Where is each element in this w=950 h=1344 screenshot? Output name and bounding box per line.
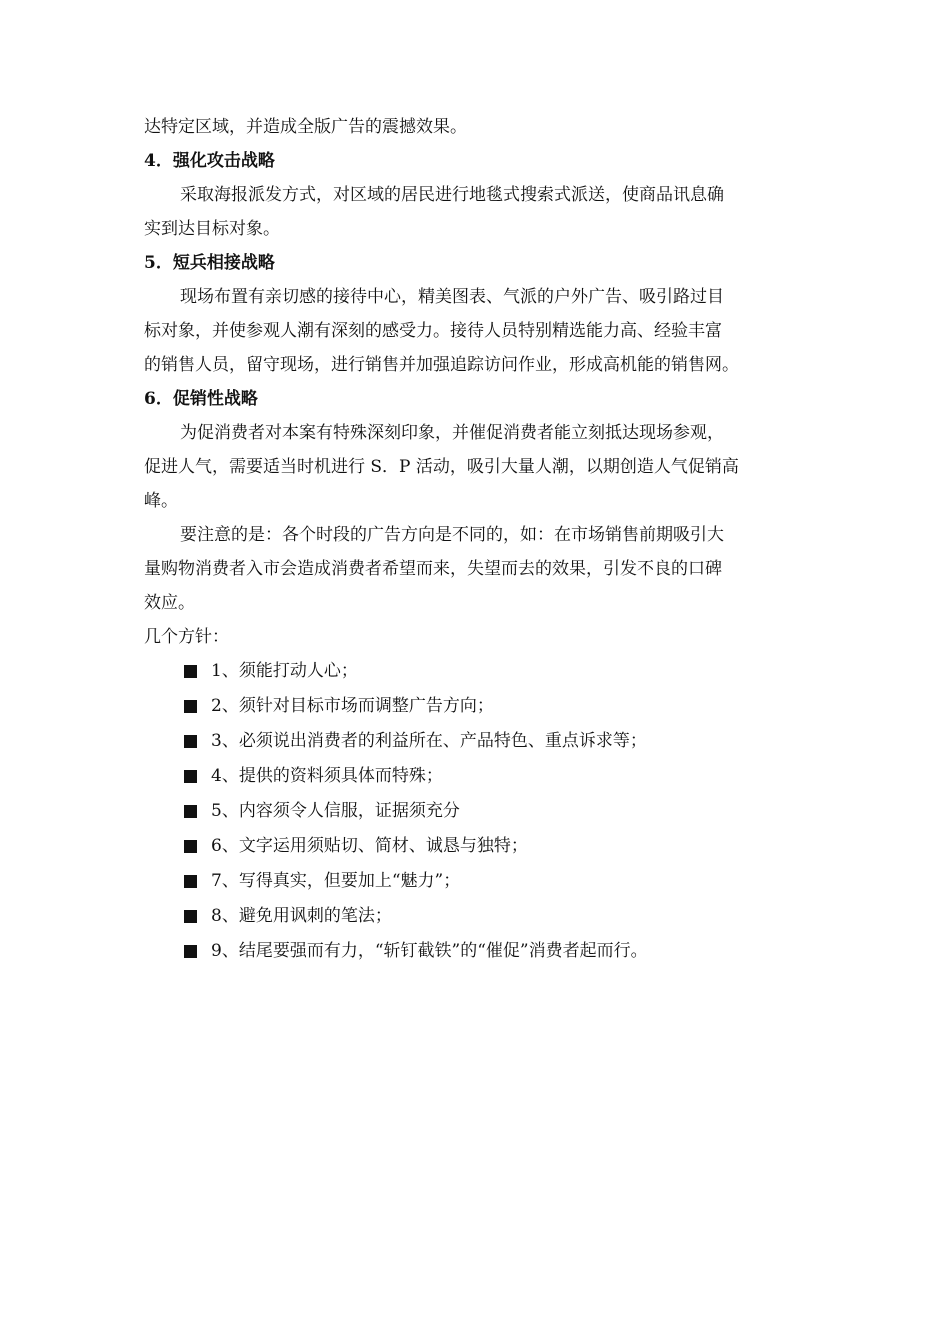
document-body bbox=[144, 110, 808, 969]
list-item-text: 7、写得真实，但要加上“魅力”； bbox=[211, 871, 461, 891]
list-item bbox=[144, 689, 808, 724]
list-item bbox=[144, 899, 808, 934]
list-item-text: 3、必须说出消费者的利益所在、产品特色、重点诉求等； bbox=[211, 731, 647, 751]
list-item bbox=[144, 829, 808, 864]
paragraph-line: 标对象，并使参观人潮有深刻的感受力。接待人员特别精选能力高、经验丰富 bbox=[144, 321, 722, 341]
square-bullet-icon bbox=[184, 945, 197, 958]
paragraph-line: 峰。 bbox=[144, 491, 178, 511]
paragraph-line: 实到达目标对象。 bbox=[144, 219, 280, 239]
list-item-text: 8、避免用讽刺的笔法； bbox=[211, 906, 392, 926]
paragraph-line: 量购物消费者入市会造成消费者希望而来，失望而去的效果，引发不良的口碑 bbox=[144, 559, 722, 579]
paragraph-line: 的销售人员，留守现场，进行销售并加强追踪访问作业，形成高机能的销售网。 bbox=[144, 355, 739, 375]
list-item bbox=[144, 934, 808, 969]
list-item-text: 2、须针对目标市场而调整广告方向； bbox=[211, 696, 494, 716]
paragraph-line: 现场布置有亲切感的接待中心，精美图表、气派的户外广告、吸引路过目 bbox=[180, 287, 724, 307]
list-title: 几个方针： bbox=[144, 627, 229, 647]
bullet-list bbox=[144, 654, 808, 969]
list-item bbox=[144, 654, 808, 689]
square-bullet-icon bbox=[184, 840, 197, 853]
square-bullet-icon bbox=[184, 735, 197, 748]
list-item bbox=[144, 724, 808, 759]
square-bullet-icon bbox=[184, 805, 197, 818]
section-heading-6: 6．促销性战略 bbox=[144, 389, 258, 409]
list-item-text: 6、文字运用须贴切、简材、诚恳与独特； bbox=[211, 836, 528, 856]
paragraph-line: 达特定区域，并造成全版广告的震撼效果。 bbox=[144, 117, 467, 137]
list-item bbox=[144, 759, 808, 794]
section-heading-4: 4．强化攻击战略 bbox=[144, 151, 275, 171]
square-bullet-icon bbox=[184, 665, 197, 678]
list-item-text: 4、提供的资料须具体而特殊； bbox=[211, 766, 443, 786]
section-heading-5: 5．短兵相接战略 bbox=[144, 253, 275, 273]
square-bullet-icon bbox=[184, 875, 197, 888]
paragraph-line: 要注意的是：各个时段的广告方向是不同的，如：在市场销售前期吸引大 bbox=[180, 525, 724, 545]
list-item bbox=[144, 794, 808, 829]
list-item-text: 9、结尾要强而有力，“斩钉截铁”的“催促”消费者起而行。 bbox=[211, 941, 648, 961]
square-bullet-icon bbox=[184, 700, 197, 713]
list-item-text: 5、内容须令人信服，证据须充分 bbox=[211, 801, 460, 821]
square-bullet-icon bbox=[184, 910, 197, 923]
paragraph-line: 促进人气，需要适当时机进行 S．P 活动，吸引大量人潮，以期创造人气促销高 bbox=[144, 457, 739, 477]
paragraph-line: 采取海报派发方式，对区域的居民进行地毯式搜索式派送，使商品讯息确 bbox=[180, 185, 724, 205]
paragraph-line: 效应。 bbox=[144, 593, 195, 613]
list-item-text: 1、须能打动人心； bbox=[211, 661, 358, 681]
square-bullet-icon bbox=[184, 770, 197, 783]
list-item bbox=[144, 864, 808, 899]
paragraph-line: 为促消费者对本案有特殊深刻印象，并催促消费者能立刻抵达现场参观， bbox=[180, 423, 724, 443]
